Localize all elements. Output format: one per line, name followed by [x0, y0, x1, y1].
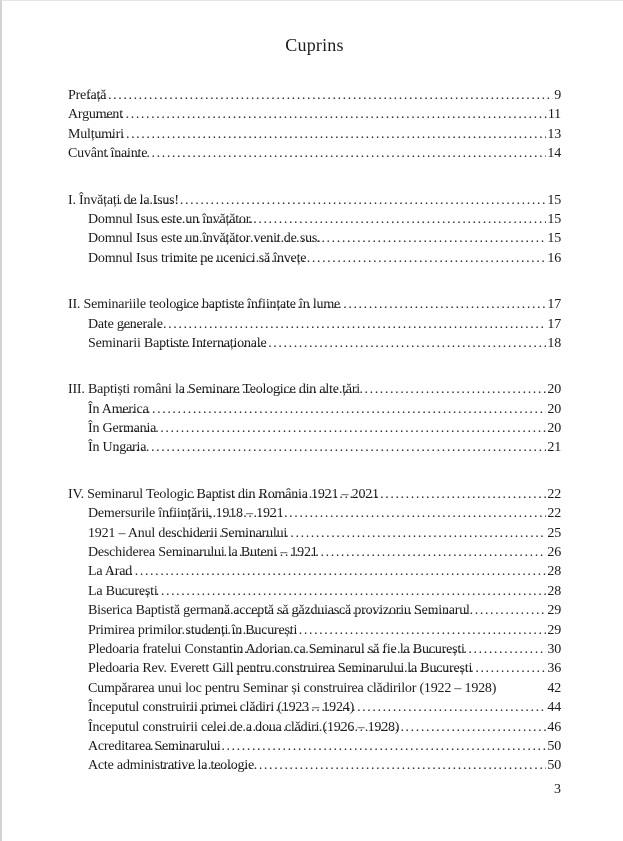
toc-leader-dots	[122, 315, 546, 334]
toc-entry	[68, 504, 561, 523]
toc-entry-label: Date generale	[88, 316, 163, 332]
toc-entry-page: 28	[547, 583, 561, 599]
toc-entry-page: 25	[547, 525, 561, 541]
toc-entry-page: 9	[554, 88, 561, 103]
toc-group-section-2	[68, 295, 561, 353]
toc-entry-label: În Germania	[88, 421, 157, 437]
toc-entry	[68, 485, 561, 504]
toc-group-section-1	[68, 191, 561, 269]
toc-entry	[68, 756, 561, 775]
toc-leader-dots	[168, 524, 546, 543]
toc-leader-dots	[189, 698, 547, 717]
toc-leader-dots	[109, 562, 546, 581]
toc-entry	[68, 105, 561, 124]
toc-entry-page: 46	[547, 719, 561, 735]
toc-entry-label: Mulțumiri	[68, 126, 124, 142]
toc-entry	[68, 419, 561, 438]
toc-entry	[68, 718, 561, 737]
toc-entry-label: Argument	[68, 107, 123, 123]
toc-entry	[68, 737, 561, 756]
toc-entry	[68, 438, 561, 457]
toc-entry-label: Domnul Isus este un învățător venit de sus.	[88, 231, 321, 247]
page-title: Cuprins	[285, 35, 344, 55]
toc-entry	[68, 125, 561, 144]
toc-leader-dots	[88, 86, 554, 105]
toc-entry-page: 50	[547, 758, 561, 774]
toc-entry	[68, 249, 561, 268]
toc-leader-dots	[116, 400, 546, 419]
toc-entry-page: 20	[547, 421, 561, 437]
toc-leader-dots	[202, 718, 547, 737]
toc-leader-dots	[179, 229, 547, 248]
toc-leader-dots	[95, 125, 546, 144]
toc-leader-dots	[157, 756, 547, 775]
toc-entry-page: 36	[547, 661, 561, 677]
toc-entry-label: Biserica Baptistă germană acceptă să găzduiască provizoriu Seminarul	[88, 603, 470, 619]
toc-entry-page: 13	[547, 126, 561, 142]
toc-entry-page: 21	[547, 440, 561, 456]
toc-entry-page: 20	[547, 401, 561, 417]
toc-leader-dots	[161, 334, 546, 353]
toc-entry-label: Acte administrative la teologie	[88, 758, 255, 774]
toc-leader-dots	[220, 659, 546, 678]
toc-leader-dots	[178, 543, 547, 562]
toc-group-section-4	[68, 485, 561, 776]
toc-leader-dots	[219, 640, 547, 659]
toc-leader-dots	[120, 582, 546, 601]
toc-entry-label: Începutul construirii celei de a doua clădiri (1926 – 1928)	[88, 719, 400, 735]
toc-entry-label: 1921 – Anul deschiderii Seminarului	[88, 525, 288, 541]
toc-entry-label: Acreditarea Seminarului	[88, 738, 221, 754]
toc-entry	[68, 562, 561, 581]
toc-entry-page: 44	[547, 700, 561, 716]
toc-entry	[68, 295, 561, 314]
toc-leader-dots	[186, 485, 546, 504]
toc-entry-page: 28	[547, 564, 561, 580]
toc-entry	[68, 191, 561, 210]
toc-entry	[68, 543, 561, 562]
toc-leader-dots	[174, 249, 546, 268]
toc-entry	[68, 86, 561, 105]
toc-entry-page: 18	[547, 335, 561, 351]
page-number: 3	[554, 781, 561, 797]
toc-leader-dots	[120, 419, 547, 438]
toc-entry-page: 17	[547, 297, 561, 313]
toc-leader-dots	[145, 737, 547, 756]
toc-entry-label: III. Baptiști români la Seminare Teologice din alte țări	[68, 382, 360, 398]
toc-entry-label: Începutul construirii primei clădiri (1923 – 1924)	[88, 700, 355, 716]
toc-entry-page: 15	[547, 231, 561, 247]
toc-entry	[68, 315, 561, 334]
toc-entry	[68, 679, 561, 698]
toc-entry	[68, 659, 561, 678]
toc-entry-label: Prefață	[68, 88, 107, 103]
toc-entry-page: 29	[547, 622, 561, 638]
toc-entry-label: Demersurile înființării, 1918 – 1921	[88, 506, 284, 522]
toc-entry-label: Cuvânt înainte	[68, 146, 148, 162]
toc-entry-page: 29	[547, 603, 561, 619]
toc-group-section-3	[68, 380, 561, 458]
toc-entry-page: 50	[547, 738, 561, 754]
toc-entry	[68, 144, 561, 163]
toc-entry-label: II. Seminariile teologice baptiste înființate în lume	[68, 297, 341, 313]
toc-leader-dots	[175, 295, 546, 314]
toc-leader-dots	[119, 191, 547, 210]
toc-entry-page: 16	[547, 250, 561, 266]
toc-entry-label: IV. Seminarul Teologic Baptist din România 1921 – 2021	[68, 486, 379, 502]
toc-entry-label: Deschiderea Seminarului la Buteni – 1921	[88, 545, 318, 561]
table-of-contents	[68, 86, 561, 776]
toc-entry-page: 11	[547, 107, 561, 123]
toc-entry-page: 26	[547, 545, 561, 561]
toc-entry-page: 22	[547, 506, 561, 522]
toc-entry-label: Primirea primilor studenți în București	[88, 622, 298, 638]
toc-entry-page: 42	[547, 680, 561, 696]
toc-entry	[68, 601, 561, 620]
toc-entry	[68, 400, 561, 419]
toc-entry	[68, 698, 561, 717]
toc-entry-page: 22	[547, 486, 561, 502]
toc-leader-dots	[181, 380, 547, 399]
toc-entry	[68, 210, 561, 229]
toc-entry-label: I. Învățați de la Isus!	[68, 192, 179, 208]
toc-entry-page: 17	[547, 316, 561, 332]
toc-leader-dots	[115, 438, 546, 457]
toc-leader-dots	[106, 144, 547, 163]
toc-entry-page: 30	[547, 641, 561, 657]
toc-entry-label: La Arad	[88, 564, 133, 580]
toc-entry-page: 20	[547, 382, 561, 398]
toc-entry-label: Pledoaria fratelui Constantin Adorian ca Seminarul să fie la București	[88, 641, 465, 657]
toc-entry	[68, 582, 561, 601]
toc-entry-label: În Ungaria	[88, 440, 147, 456]
toc-entry	[68, 524, 561, 543]
toc-entry-page: 14	[547, 146, 561, 162]
toc-entry-label: Domnul Isus trimite pe ucenici să învețe	[88, 250, 307, 266]
toc-entry-page: 15	[547, 211, 561, 227]
toc-entry-label: Seminarii Baptiste Internaționale	[88, 335, 267, 351]
toc-group-front-matter	[68, 86, 561, 164]
toc-leader-dots	[171, 621, 546, 640]
toc-entry	[68, 334, 561, 353]
toc-entry-label: În America	[88, 401, 149, 417]
toc-entry	[68, 229, 561, 248]
toc-entry-label: Domnul Isus este un învățător.	[88, 211, 253, 227]
toc-entry	[68, 380, 561, 399]
toc-entry-page: 15	[547, 192, 561, 208]
toc-entry-label: La București	[88, 583, 158, 599]
toc-leader-dots	[167, 504, 547, 523]
toc-leader-dots	[156, 210, 546, 229]
toc-leader-dots	[220, 601, 547, 620]
toc-entry	[68, 640, 561, 659]
toc-leader-dots	[95, 105, 547, 124]
toc-entry-label: Pledoaria Rev. Everett Gill pentru construirea Seminarului la București	[88, 661, 473, 677]
toc-entry-label: Cumpărarea unui loc pentru Seminar și construirea clădirilor (1922 – 1928)	[88, 680, 497, 696]
toc-entry	[68, 621, 561, 640]
